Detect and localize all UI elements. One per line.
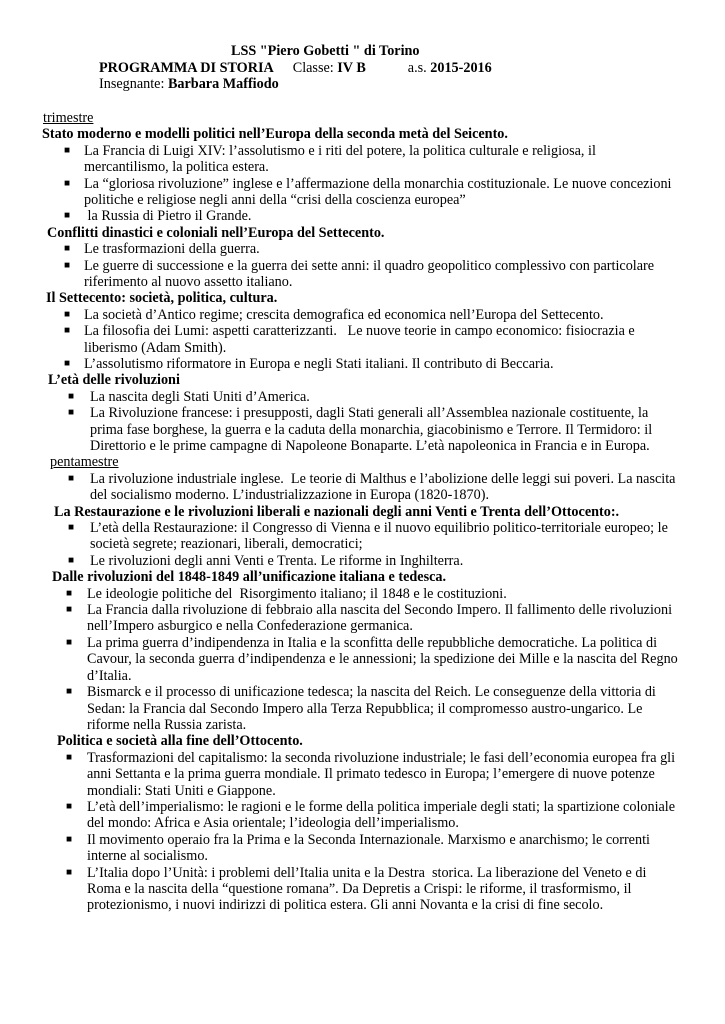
teacher-line — [99, 76, 492, 93]
list-item: ■ L’età dell’imperialismo: le ragioni e le forme della politica imperiale degli stati; la spartizione coloniale del mondo: Africa e Asia orientale; l’ideologia dell’imperialismo. — [66, 798, 676, 832]
bullet-icon: ■ — [64, 308, 71, 320]
list-item: ■ Le trasformazioni della guerra. — [64, 241, 260, 258]
year-label: a.s. — [407, 59, 431, 76]
list-item: ■ Il movimento operaio fra la Prima e la Seconda Internazionale. Marxismo e anarchismo; le correnti interne al socialismo. — [66, 831, 650, 865]
list-item: ■ Bismarck e il processo di unificazione tedesca; la nascita del Reich. Le conseguenze della vittoria di Sedan: la Francia dal Secondo Impero alla Terza Repubblica; il compromesso austro-ungarico. Le riforme nella Russia zarista. — [66, 684, 656, 733]
bullet-icon: ■ — [66, 636, 73, 648]
section-list — [42, 241, 682, 290]
bullet-icon: ■ — [64, 243, 71, 255]
list-item: ■ La Francia di Luigi XIV: l’assolutismo e i riti del potere, la politica culturale e religiosa, il mercantilismo, la politica estera. — [64, 142, 596, 176]
bullet-icon: ■ — [66, 751, 73, 763]
list-item: ■ Trasformazioni del capitalismo: la seconda rivoluzione industriale; le fasi dell’economia europea fra gli anni Settanta e la prima guerra mondiale. Il primato tedesco in Europa; l’emergere di nuove potenze mondiali: Stati Uniti e Giappone. — [66, 749, 676, 799]
program-title: PROGRAMMA DI STORIA — [99, 59, 274, 76]
bullet-icon: ■ — [64, 259, 71, 271]
list-item: ■ La filosofia dei Lumi: aspetti caratterizzanti. Le nuove teorie in campo economico: fisiocrazia e liberismo (Adam Smith). — [64, 323, 639, 356]
bullet-icon: ■ — [64, 210, 71, 222]
list-item: ■ L’assolutismo riformatore in Europa e negli Stati italiani. Il contributo di Beccaria. — [64, 356, 554, 373]
bullet-icon: ■ — [66, 686, 73, 698]
bullet-icon: ■ — [64, 144, 71, 156]
list-item: ■ L’età della Restaurazione: il Congresso di Vienna e il nuovo equilibrio politico-territoriale europeo; le società segrete; reazionari, liberali, democratici; — [68, 520, 668, 553]
bullet-icon: ■ — [68, 407, 75, 419]
bullet-icon: ■ — [66, 587, 73, 599]
section-list — [42, 389, 682, 455]
section-heading: Il Settecento: società, politica, cultura. — [46, 290, 278, 307]
bullet-icon: ■ — [64, 358, 71, 370]
list-item: ■ La “gloriosa rivoluzione” inglese e l’affermazione della monarchia costituzionale. Le nuove concezioni politiche e religiose negli anni della “crisi della coscienza europea” — [64, 175, 672, 208]
class-value: IV B — [337, 59, 366, 76]
bullet-icon: ■ — [68, 554, 75, 566]
document-header — [99, 43, 492, 93]
section-heading: Stato moderno e modelli politici nell’Europa della seconda metà del Seicento. — [42, 126, 508, 143]
section-list — [42, 520, 682, 569]
term-label-trimestre: trimestre — [43, 110, 94, 126]
section-heading: La Restaurazione e le rivoluzioni liberali e nazionali degli anni Venti e Trenta dell’Ottocento:. — [54, 503, 620, 520]
teacher-name: Barbara Maffiodo — [167, 76, 279, 92]
list-item: ■ Le rivoluzioni degli anni Venti e Trenta. Le riforme in Inghilterra. — [68, 552, 464, 569]
section-heading: Conflitti dinastici e coloniali nell’Europa del Settecento. — [47, 224, 385, 241]
list-item: ■ L’Italia dopo l’Unità: i problemi dell’Italia unita e la Destra storica. La liberazione del Veneto e di Roma e la nascita della “questione romana”. Da Depretis a Crispi: le riforme, il trasformismo, il protezionismo, i nuovi indirizzi di politica estera. Gli anni Novanta e la crisi di fine secolo. — [66, 864, 650, 914]
section-list — [42, 307, 682, 373]
list-item: ■ La Francia dalla rivoluzione di febbraio alla nascita del Secondo Impero. Il fallimento delle rivoluzioni nell’Impero asburgico e nella Confederazione germanica. — [66, 602, 673, 635]
program-line — [99, 60, 492, 77]
section-list — [42, 750, 682, 914]
bullet-icon: ■ — [66, 833, 73, 845]
program-content — [42, 110, 682, 914]
list-item: ■ Le ideologie politiche del Risorgimento italiano; il 1848 e le costituzioni. — [66, 585, 507, 602]
section-heading: L’età delle rivoluzioni — [48, 372, 180, 389]
list-item: ■ La rivoluzione industriale inglese. Le teorie di Malthus e l’abolizione delle leggi sui poveri. La nascita del socialismo moderno. L’industrializzazione in Europa (1820-1870). — [68, 470, 679, 504]
list-item: ■ la Russia di Pietro il Grande. — [64, 208, 252, 225]
bullet-icon: ■ — [68, 472, 75, 484]
school-name: LSS "Piero Gobetti " di Torino — [231, 43, 420, 59]
bullet-icon: ■ — [68, 390, 75, 402]
list-item: ■ La nascita degli Stati Uniti d’America. — [68, 388, 310, 405]
section-list — [42, 143, 682, 225]
year-value: 2015-2016 — [430, 59, 492, 76]
section-list — [42, 586, 682, 734]
list-item: ■ La società d’Antico regime; crescita demografica ed economica nell’Europa del Settecento. — [64, 306, 604, 323]
list-item: ■ La prima guerra d’indipendenza in Italia e la sconfitta delle repubbliche democratiche. La politica di Cavour, la seconda guerra d’indipendenza e le annessioni; la spedizione dei Mille e la nascita del Regno d’Italia. — [66, 634, 678, 684]
bullet-icon: ■ — [66, 604, 73, 616]
section-heading: Politica e società alla fine dell’Ottocento. — [57, 733, 303, 750]
section-list — [42, 471, 682, 504]
bullet-icon: ■ — [66, 800, 73, 812]
bullet-icon: ■ — [64, 177, 71, 189]
teacher-label: Insegnante: — [99, 76, 168, 92]
bullet-icon: ■ — [64, 325, 71, 337]
term-label-pentamestre: pentamestre — [50, 454, 119, 471]
class-label: Classe: — [292, 59, 338, 76]
list-item: ■ Le guerre di successione e la guerra dei sette anni: il quadro geopolitico complessivo con particolare riferimento al nuovo assetto italiano. — [64, 257, 655, 291]
bullet-icon: ■ — [68, 522, 75, 534]
list-item: ■ La Rivoluzione francese: i presupposti, dagli Stati generali all’Assemblea nazionale costituente, la prima fase borghese, la guerra e la caduta della monarchia, giacobinismo e Terrore. Il Termidoro: il Direttorio e le prime campagne di Napoleone Bonaparte. L’età napoleonica in Francia e in Europa. — [68, 405, 653, 455]
bullet-icon: ■ — [66, 866, 73, 878]
section-heading: Dalle rivoluzioni del 1848-1849 all’unificazione italiana e tedesca. — [52, 569, 447, 586]
